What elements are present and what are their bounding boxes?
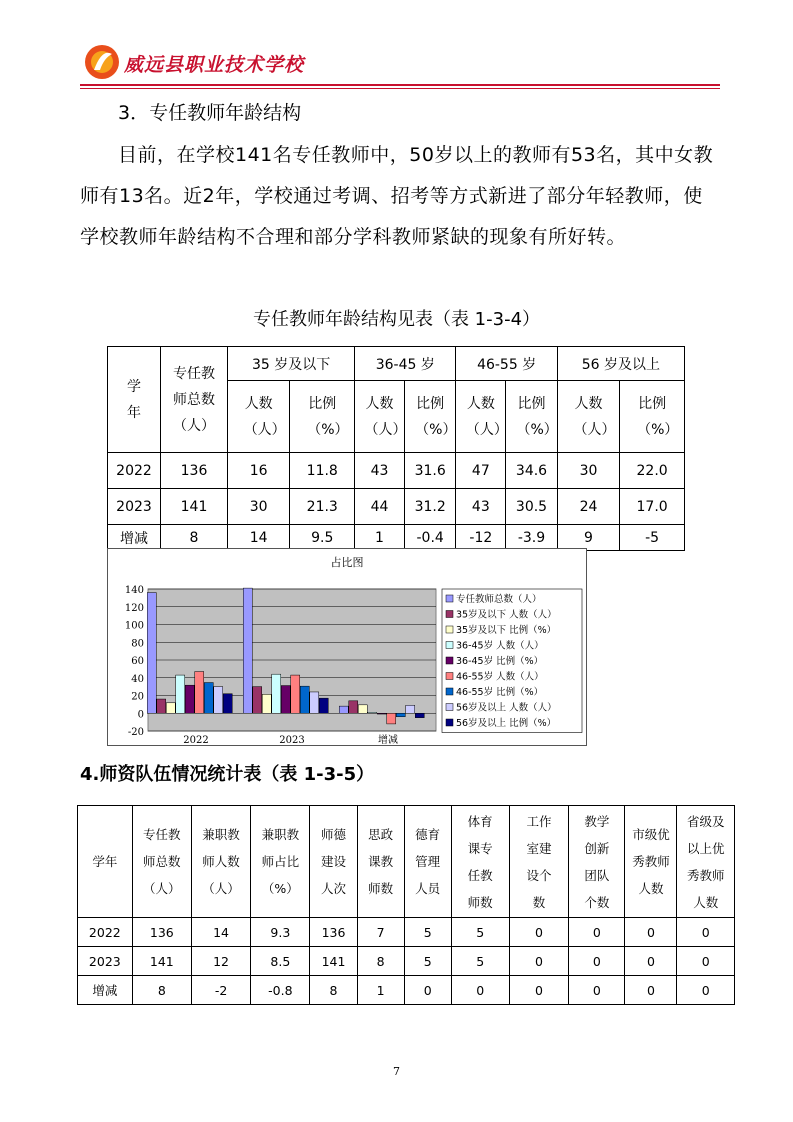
chart-title: 占比图 xyxy=(330,556,364,569)
table-header-cell: 兼职教师人数（人） xyxy=(191,806,250,918)
table-row xyxy=(78,918,735,947)
page-number: 7 xyxy=(393,1065,400,1078)
table-header-cell: 工作室建设个数 xyxy=(509,806,569,918)
table-cell: 17.0 xyxy=(620,489,685,525)
header-ratio: 比例（%） xyxy=(404,381,456,453)
table-header-cell: 市级优秀教师人数 xyxy=(625,806,677,918)
y-tick-label: 0 xyxy=(137,709,144,721)
legend-label: 35岁及以下 人数（人） xyxy=(456,609,557,621)
table-cell: 增减 xyxy=(108,525,161,551)
table-cell: 2022 xyxy=(78,918,133,947)
table-cell: 2023 xyxy=(78,947,133,976)
x-tick-label: 2022 xyxy=(183,735,209,745)
table-cell: 0 xyxy=(569,918,625,947)
legend-label: 56岁及以上 人数（人） xyxy=(456,702,557,714)
bar xyxy=(204,683,213,714)
bar xyxy=(281,686,290,714)
bar xyxy=(272,674,281,713)
table-cell: 14 xyxy=(191,918,250,947)
header-group: 36-45 岁 xyxy=(355,347,456,381)
table-cell: 2023 xyxy=(108,489,161,525)
x-tick-label: 2023 xyxy=(279,735,305,745)
bar xyxy=(214,687,223,714)
table-cell: -2 xyxy=(191,976,250,1005)
table-cell: 0 xyxy=(677,976,735,1005)
header-year: 学年 xyxy=(108,347,161,453)
table-cell: -0.8 xyxy=(251,976,310,1005)
table-cell: 136 xyxy=(132,918,191,947)
table-cell: 30 xyxy=(557,453,619,489)
ratio-chart xyxy=(107,548,587,746)
y-tick-label: 120 xyxy=(124,602,144,614)
bar xyxy=(185,685,194,713)
table-row xyxy=(78,947,735,976)
legend-label: 专任教师总数（人） xyxy=(456,594,542,605)
table-row xyxy=(108,453,685,489)
header-group: 56 岁及以上 xyxy=(557,347,684,381)
page-header xyxy=(80,40,720,88)
table-cell: 0 xyxy=(509,918,569,947)
bar xyxy=(176,675,185,713)
header-count: 人数（人） xyxy=(355,381,405,453)
bar xyxy=(262,694,271,713)
legend-label: 56岁及以上 比例（%） xyxy=(456,718,557,729)
legend-swatch xyxy=(446,626,453,633)
table-cell: 5 xyxy=(451,918,509,947)
table-cell: 0 xyxy=(509,976,569,1005)
legend-swatch xyxy=(446,673,453,680)
bar xyxy=(223,694,232,714)
table-cell: 34.6 xyxy=(506,453,558,489)
table-cell: 0 xyxy=(625,947,677,976)
table-cell: 31.2 xyxy=(404,489,456,525)
legend-swatch xyxy=(446,595,453,602)
table-1-title: 专任教师年龄结构见表（表 1-3-4） xyxy=(252,309,541,330)
table-cell: 30 xyxy=(228,489,290,525)
table-cell: 9.3 xyxy=(251,918,310,947)
table-cell: 16 xyxy=(228,453,290,489)
table-header-row xyxy=(78,806,735,918)
table-cell: 8 xyxy=(357,947,404,976)
table-cell: 5 xyxy=(404,918,451,947)
bar xyxy=(349,701,358,713)
school-name: 威远县职业技术学校 xyxy=(124,54,305,76)
table-cell: 44 xyxy=(355,489,405,525)
legend-swatch xyxy=(446,688,453,695)
bar xyxy=(319,698,328,713)
section-3-paragraph: 目前，在学校141名专任教师中，50岁以上的教师有53名，其中女教师有13名。近2年，学校通过考调、招考等方式新进了部分年轻教师，使学校教师年龄结构不合理和部分学科教师紧缺的现象有所好转。 xyxy=(80,144,714,248)
table-header-cell: 思政课教师数 xyxy=(357,806,404,918)
table-cell: 8 xyxy=(161,525,228,551)
table-cell: 9 xyxy=(557,525,619,551)
legend-label: 35岁及以下 比例（%） xyxy=(456,625,557,636)
header-ratio: 比例（%） xyxy=(620,381,685,453)
table-header-cell: 学年 xyxy=(78,806,133,918)
header-ratio: 比例（%） xyxy=(506,381,558,453)
table-header-cell: 师德建设人次 xyxy=(310,806,357,918)
header-count: 人数（人） xyxy=(456,381,506,453)
table-cell: 11.8 xyxy=(290,453,355,489)
header-total: 专任教师总数（人） xyxy=(161,347,228,453)
table-cell: 1 xyxy=(357,976,404,1005)
table-cell: 0 xyxy=(625,976,677,1005)
table-cell: 增减 xyxy=(78,976,133,1005)
table-cell: 22.0 xyxy=(620,453,685,489)
y-tick-label: 140 xyxy=(124,585,144,596)
table-cell: -12 xyxy=(456,525,506,551)
age-structure-table xyxy=(107,346,685,551)
header-rule xyxy=(80,84,720,86)
section-4-title: 4.师资队伍情况统计表（表 1-3-5） xyxy=(80,764,375,785)
table-cell: -0.4 xyxy=(404,525,456,551)
table-cell: 136 xyxy=(161,453,228,489)
table-cell: 8 xyxy=(132,976,191,1005)
table-cell: 0 xyxy=(404,976,451,1005)
header-group: 46-55 岁 xyxy=(456,347,557,381)
table-cell: 30.5 xyxy=(506,489,558,525)
ratio-chart-svg xyxy=(108,549,586,745)
bar xyxy=(157,699,166,713)
table-cell: 24 xyxy=(557,489,619,525)
legend-label: 46-55岁 比例（%） xyxy=(456,687,544,698)
bar xyxy=(387,713,396,724)
table-row xyxy=(78,976,735,1005)
bar xyxy=(243,588,252,713)
header-group: 35 岁及以下 xyxy=(228,347,355,381)
school-logo-icon xyxy=(80,40,130,82)
legend-swatch xyxy=(446,704,453,711)
header-ratio: 比例（%） xyxy=(290,381,355,453)
table-cell: 141 xyxy=(310,947,357,976)
bar xyxy=(195,672,204,714)
table-header-cell: 教学创新团队个数 xyxy=(569,806,625,918)
table-cell: 141 xyxy=(161,489,228,525)
table-header-cell: 专任教师总数（人） xyxy=(132,806,191,918)
table-cell: 8.5 xyxy=(251,947,310,976)
bar xyxy=(339,706,348,713)
y-tick-label: 40 xyxy=(131,673,144,685)
table-cell: 0 xyxy=(625,918,677,947)
table-cell: 21.3 xyxy=(290,489,355,525)
bar xyxy=(147,593,156,714)
table-cell: 1 xyxy=(355,525,405,551)
table-cell: 136 xyxy=(310,918,357,947)
table-cell: 2022 xyxy=(108,453,161,489)
table-header-cell: 省级及以上优秀教师人数 xyxy=(677,806,735,918)
bar xyxy=(358,705,367,713)
bar xyxy=(368,712,377,713)
table-cell: 43 xyxy=(456,489,506,525)
table-cell: 0 xyxy=(677,918,735,947)
table-cell: 9.5 xyxy=(290,525,355,551)
table-cell: 0 xyxy=(677,947,735,976)
table-cell: 0 xyxy=(509,947,569,976)
bar xyxy=(310,692,319,713)
header-rule-thin xyxy=(80,88,720,89)
bar xyxy=(291,675,300,713)
table-cell: 5 xyxy=(451,947,509,976)
table-header-cell: 体育课专任教师数 xyxy=(451,806,509,918)
table-header-cell: 德育管理人员 xyxy=(404,806,451,918)
bar xyxy=(396,713,405,716)
header-count: 人数（人） xyxy=(557,381,619,453)
table-row xyxy=(108,489,685,525)
table-cell: 0 xyxy=(569,976,625,1005)
y-tick-label: -20 xyxy=(127,727,144,738)
bar xyxy=(166,703,175,713)
bar xyxy=(300,686,309,713)
table-cell: 0 xyxy=(451,976,509,1005)
y-tick-label: 60 xyxy=(131,656,144,667)
bar xyxy=(377,713,386,714)
table-cell: 5 xyxy=(404,947,451,976)
table-cell: 31.6 xyxy=(404,453,456,489)
bar xyxy=(253,687,262,714)
y-tick-label: 80 xyxy=(131,638,144,650)
bar xyxy=(415,713,424,717)
legend-swatch xyxy=(446,657,453,664)
legend-swatch xyxy=(446,642,453,649)
table-cell: 43 xyxy=(355,453,405,489)
legend-label: 36-45岁 比例（%） xyxy=(456,656,544,667)
table-cell: -3.9 xyxy=(506,525,558,551)
bar xyxy=(406,705,415,713)
faculty-stats-table xyxy=(77,805,735,1005)
section-3-title: 3．专任教师年龄结构 xyxy=(118,102,302,124)
table-header-cell: 兼职教师占比（%） xyxy=(251,806,310,918)
legend-swatch xyxy=(446,611,453,618)
table-cell: 8 xyxy=(310,976,357,1005)
table-cell: 12 xyxy=(191,947,250,976)
table-cell: 141 xyxy=(132,947,191,976)
table-header-row xyxy=(108,347,685,381)
table-row xyxy=(108,525,685,551)
table-cell: 47 xyxy=(456,453,506,489)
table-cell: 7 xyxy=(357,918,404,947)
x-tick-label: 增减 xyxy=(378,735,398,745)
legend-swatch xyxy=(446,719,453,726)
header-count: 人数（人） xyxy=(228,381,290,453)
table-cell: 0 xyxy=(569,947,625,976)
table-cell: -5 xyxy=(620,525,685,551)
legend-label: 36-45岁 人数（人） xyxy=(456,640,544,652)
legend-label: 46-55岁 人数（人） xyxy=(456,671,544,683)
table-cell: 14 xyxy=(228,525,290,551)
y-tick-label: 100 xyxy=(124,620,144,632)
y-tick-label: 20 xyxy=(131,691,144,703)
